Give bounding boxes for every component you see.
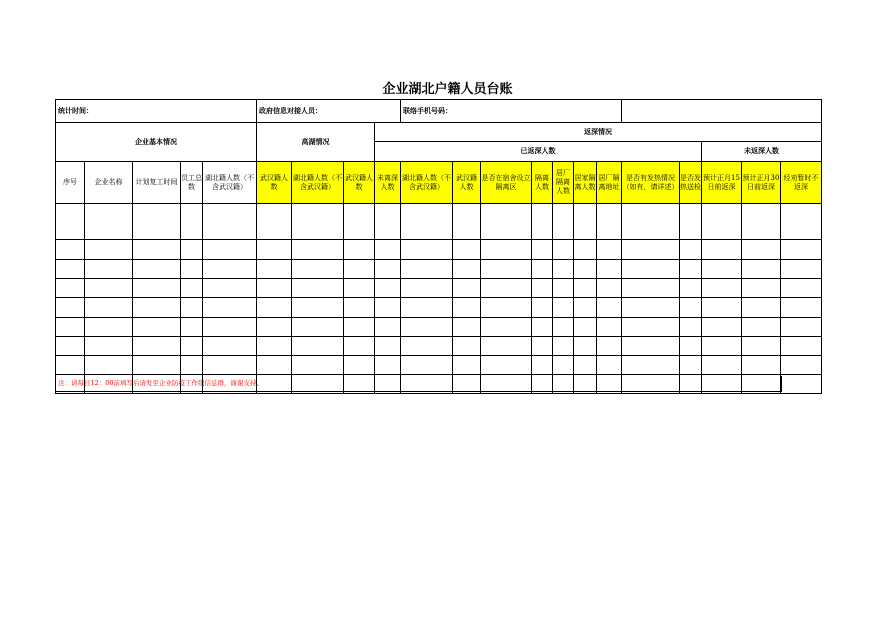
table-cell[interactable] (56, 318, 85, 337)
table-cell[interactable] (453, 279, 481, 298)
table-cell[interactable] (292, 204, 344, 240)
table-cell[interactable] (702, 279, 742, 298)
table-cell[interactable] (344, 356, 375, 375)
table-cell[interactable] (133, 204, 181, 240)
table-cell[interactable] (553, 260, 574, 279)
table-cell[interactable] (375, 356, 401, 375)
table-cell[interactable] (401, 318, 453, 337)
table-cell[interactable] (553, 337, 574, 356)
table-cell[interactable] (481, 298, 532, 318)
table-row (56, 260, 822, 279)
table-cell[interactable] (203, 240, 257, 260)
table-cell[interactable] (257, 337, 292, 356)
table-row (56, 279, 822, 298)
column-header: 员工总数 (181, 162, 203, 204)
table-cell[interactable] (292, 260, 344, 279)
column-header: 是否在宿舍设立隔离区 (481, 162, 532, 204)
table-cell[interactable] (257, 279, 292, 298)
table-cell[interactable] (532, 298, 553, 318)
table-cell[interactable] (481, 204, 532, 240)
table-cell[interactable] (742, 260, 781, 279)
table-cell[interactable] (574, 279, 597, 298)
table-cell[interactable] (622, 298, 680, 318)
table-cell[interactable] (781, 356, 822, 375)
table-cell[interactable] (597, 204, 622, 240)
table-cell[interactable] (85, 279, 133, 298)
group-gaoxian: 高湖情况 (257, 123, 375, 162)
column-header: 居厂隔离地址 (597, 162, 622, 204)
table-cell[interactable] (292, 356, 344, 375)
table-cell[interactable] (203, 204, 257, 240)
table-cell[interactable] (85, 298, 133, 318)
group-return: 返深情况 (375, 123, 822, 142)
column-header: 经劝暂时不返深 (781, 162, 822, 204)
table-cell[interactable] (781, 375, 822, 394)
table-cell[interactable] (781, 318, 822, 337)
table-cell[interactable] (203, 260, 257, 279)
table-cell[interactable] (702, 318, 742, 337)
table-cell[interactable] (375, 298, 401, 318)
table-cell[interactable] (453, 240, 481, 260)
table-cell[interactable] (622, 279, 680, 298)
table-cell[interactable] (344, 337, 375, 356)
table-cell[interactable] (781, 204, 822, 240)
column-header: 湖北籍人数（不含武汉籍） (401, 162, 453, 204)
table-cell[interactable] (742, 356, 781, 375)
group-returned: 已返深人数 (375, 142, 702, 162)
table-cell[interactable] (401, 356, 453, 375)
table-cell[interactable] (257, 298, 292, 318)
table-row (56, 318, 822, 337)
table-cell[interactable] (597, 318, 622, 337)
table-cell[interactable] (292, 337, 344, 356)
table-cell[interactable] (553, 298, 574, 318)
table-cell[interactable] (181, 279, 203, 298)
table-cell[interactable] (375, 240, 401, 260)
table-cell[interactable] (292, 318, 344, 337)
table-cell[interactable] (85, 337, 133, 356)
table-cell[interactable] (574, 298, 597, 318)
table-cell[interactable] (181, 356, 203, 375)
table-cell[interactable] (597, 298, 622, 318)
data-rows (56, 204, 822, 394)
table-cell[interactable] (481, 279, 532, 298)
table-cell[interactable] (597, 337, 622, 356)
table-cell[interactable] (181, 298, 203, 318)
table-cell[interactable] (553, 279, 574, 298)
table-cell[interactable] (257, 318, 292, 337)
sheet-title: 企业湖北户籍人员台账 (382, 82, 513, 97)
table-cell[interactable] (257, 356, 292, 375)
table-cell[interactable] (56, 298, 85, 318)
table-cell[interactable] (481, 240, 532, 260)
info-row (56, 100, 822, 123)
table-cell[interactable] (680, 204, 702, 240)
footnote: 注：请每日12：00前填写后请发至企业防疫工作组信息群，谢谢支持。 (55, 376, 782, 392)
table-cell[interactable] (401, 279, 453, 298)
table-cell[interactable] (574, 260, 597, 279)
table-cell[interactable] (702, 356, 742, 375)
table-cell[interactable] (401, 204, 453, 240)
group-basic-info: 企业基本情况 (56, 123, 257, 162)
table-cell[interactable] (574, 204, 597, 240)
table-cell[interactable] (574, 240, 597, 260)
table-cell[interactable] (453, 298, 481, 318)
table-cell[interactable] (532, 337, 553, 356)
table-cell[interactable] (344, 318, 375, 337)
table-cell[interactable] (702, 260, 742, 279)
table-cell[interactable] (680, 356, 702, 375)
table-cell[interactable] (597, 356, 622, 375)
table-cell[interactable] (553, 240, 574, 260)
column-header: 企业名称 (85, 162, 133, 204)
table-cell[interactable] (597, 260, 622, 279)
table-cell[interactable] (56, 204, 85, 240)
table-cell[interactable] (344, 279, 375, 298)
column-header: 计划复工时间 (133, 162, 181, 204)
stat-time-cell[interactable]: 统计时间： (56, 100, 257, 123)
table-cell[interactable] (292, 298, 344, 318)
table-cell[interactable] (553, 356, 574, 375)
table-cell[interactable] (532, 260, 553, 279)
gov-contact-cell[interactable]: 政府信息对接人员： (257, 100, 401, 123)
column-header: 湖北籍人数（不含武汉籍） (203, 162, 257, 204)
table-cell[interactable] (453, 337, 481, 356)
table-cell[interactable] (181, 318, 203, 337)
column-header: 预计正月30日前返深 (742, 162, 781, 204)
table-cell[interactable] (574, 318, 597, 337)
column-header: 武汉籍人数 (257, 162, 292, 204)
table-cell[interactable] (344, 260, 375, 279)
table-cell[interactable] (597, 279, 622, 298)
table-cell[interactable] (401, 337, 453, 356)
table-cell[interactable] (85, 318, 133, 337)
table-cell[interactable] (702, 204, 742, 240)
table-cell[interactable] (344, 204, 375, 240)
table-cell[interactable] (257, 260, 292, 279)
table-cell[interactable] (680, 298, 702, 318)
table-cell[interactable] (680, 318, 702, 337)
table-cell[interactable] (453, 318, 481, 337)
column-header: 预计正月15日前返深 (702, 162, 742, 204)
table-row (56, 298, 822, 318)
table-cell[interactable] (622, 356, 680, 375)
column-header: 湖北籍人数（不含武汉籍） (292, 162, 344, 204)
table-cell[interactable] (56, 337, 85, 356)
table-cell[interactable] (742, 337, 781, 356)
table-cell[interactable] (133, 240, 181, 260)
table-cell[interactable] (375, 260, 401, 279)
table-cell[interactable] (622, 337, 680, 356)
ledger-table (55, 99, 822, 394)
table-cell[interactable] (597, 240, 622, 260)
table-cell[interactable] (680, 279, 702, 298)
column-header: 武汉籍人数 (453, 162, 481, 204)
table-cell[interactable] (781, 240, 822, 260)
table-cell[interactable] (375, 279, 401, 298)
table-cell[interactable] (680, 240, 702, 260)
table-cell[interactable] (532, 279, 553, 298)
table-cell[interactable] (344, 240, 375, 260)
table-cell[interactable] (85, 204, 133, 240)
phone-cell[interactable]: 联络手机号码： (401, 100, 622, 123)
table-cell[interactable] (133, 260, 181, 279)
table-cell[interactable] (344, 298, 375, 318)
column-header-row (56, 162, 822, 204)
table-cell[interactable] (680, 260, 702, 279)
table-cell[interactable] (56, 279, 85, 298)
table-cell[interactable] (181, 260, 203, 279)
table-cell[interactable] (781, 260, 822, 279)
column-header: 未离深人数 (375, 162, 401, 204)
table-cell[interactable] (742, 204, 781, 240)
table-cell[interactable] (702, 240, 742, 260)
table-cell[interactable] (292, 279, 344, 298)
table-cell[interactable] (574, 356, 597, 375)
table-cell[interactable] (742, 240, 781, 260)
table-cell[interactable] (257, 240, 292, 260)
table-cell[interactable] (56, 356, 85, 375)
table-cell[interactable] (85, 260, 133, 279)
table-cell[interactable] (181, 240, 203, 260)
table-cell[interactable] (532, 204, 553, 240)
column-header: 武汉籍人数 (344, 162, 375, 204)
group-not-returned: 未返深人数 (702, 142, 822, 162)
table-cell[interactable] (203, 356, 257, 375)
table-cell[interactable] (133, 337, 181, 356)
table-cell[interactable] (375, 318, 401, 337)
table-cell[interactable] (203, 337, 257, 356)
table-cell[interactable] (481, 356, 532, 375)
table-row (56, 337, 822, 356)
table-cell[interactable] (553, 318, 574, 337)
table-cell[interactable] (742, 279, 781, 298)
table-cell[interactable] (622, 260, 680, 279)
table-cell[interactable] (203, 298, 257, 318)
table-cell[interactable] (622, 318, 680, 337)
table-cell[interactable] (481, 318, 532, 337)
table-cell[interactable] (781, 279, 822, 298)
table-cell[interactable] (781, 337, 822, 356)
table-cell[interactable] (133, 279, 181, 298)
table-cell[interactable] (203, 318, 257, 337)
table-cell[interactable] (133, 298, 181, 318)
table-cell[interactable] (401, 260, 453, 279)
table-cell[interactable] (553, 204, 574, 240)
table-cell[interactable] (401, 240, 453, 260)
table-cell[interactable] (85, 240, 133, 260)
table-cell[interactable] (481, 337, 532, 356)
table-row (56, 204, 822, 240)
table-cell[interactable] (292, 240, 344, 260)
info-extra-cell[interactable] (622, 100, 822, 123)
table-cell[interactable] (401, 298, 453, 318)
table-cell[interactable] (574, 337, 597, 356)
table-cell[interactable] (781, 298, 822, 318)
table-cell[interactable] (453, 260, 481, 279)
column-header: 隔离人数 (532, 162, 553, 204)
table-row (56, 356, 822, 375)
table-cell[interactable] (680, 337, 702, 356)
column-header: 居厂隔离人数 (553, 162, 574, 204)
table-cell[interactable] (702, 298, 742, 318)
column-header: 是否有发热情况（如有，请详述） (622, 162, 680, 204)
table-cell[interactable] (56, 240, 85, 260)
table-cell[interactable] (742, 298, 781, 318)
table-cell[interactable] (742, 318, 781, 337)
table-row (56, 240, 822, 260)
table-cell[interactable] (257, 204, 292, 240)
table-cell[interactable] (203, 279, 257, 298)
table-cell[interactable] (453, 204, 481, 240)
column-header: 居家隔离人数 (574, 162, 597, 204)
table-cell[interactable] (181, 337, 203, 356)
table-cell[interactable] (181, 204, 203, 240)
table-cell[interactable] (85, 356, 133, 375)
table-cell[interactable] (532, 240, 553, 260)
table-cell[interactable] (56, 260, 85, 279)
table-cell[interactable] (375, 337, 401, 356)
table-cell[interactable] (453, 356, 481, 375)
table-cell[interactable] (133, 318, 181, 337)
table-cell[interactable] (133, 356, 181, 375)
table-cell[interactable] (532, 356, 553, 375)
table-cell[interactable] (622, 204, 680, 240)
table-cell[interactable] (481, 260, 532, 279)
table-cell[interactable] (375, 204, 401, 240)
column-header: 是否发热送检 (680, 162, 702, 204)
column-header: 序号 (56, 162, 85, 204)
table-cell[interactable] (702, 337, 742, 356)
table-cell[interactable] (532, 318, 553, 337)
table-cell[interactable] (622, 240, 680, 260)
